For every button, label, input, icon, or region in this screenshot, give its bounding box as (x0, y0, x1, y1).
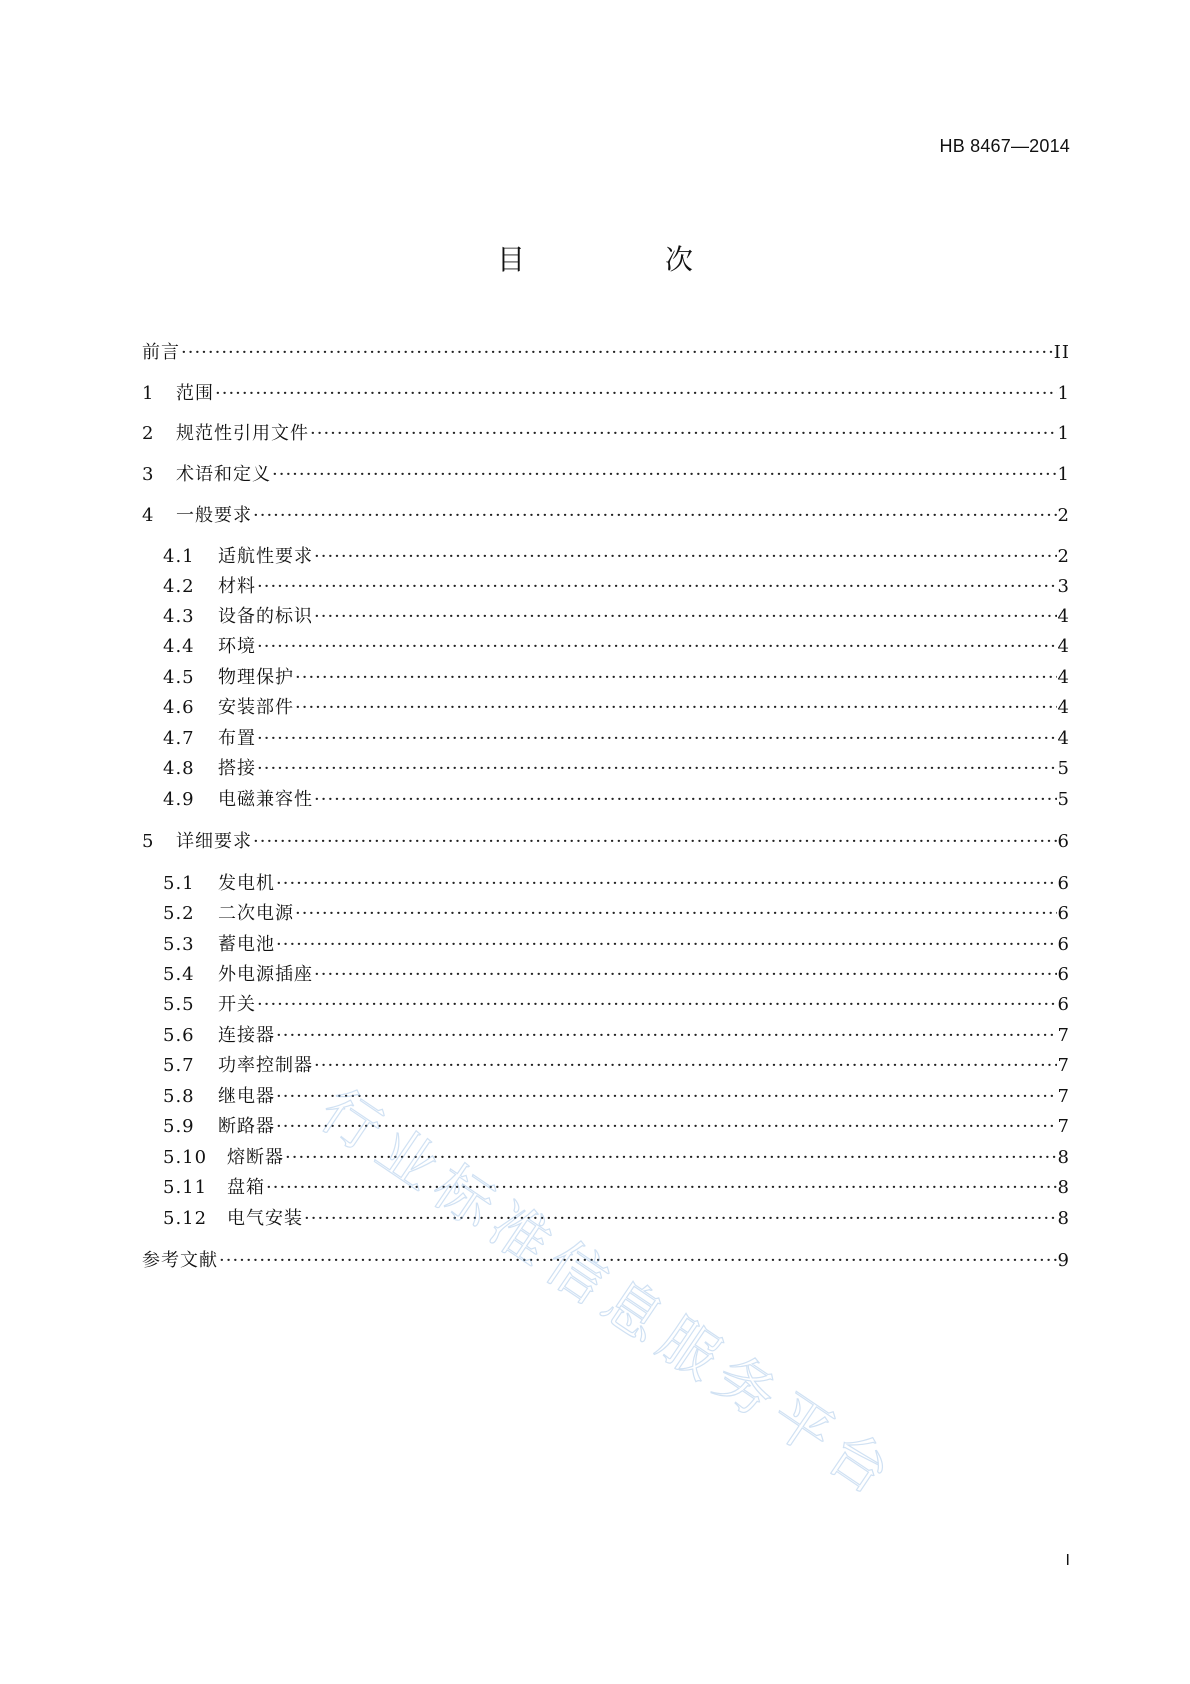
table-of-contents (142, 0, 1070, 1684)
toc-entry-5-1[interactable] (163, 870, 1070, 898)
toc-entry-number: 5.4 (163, 964, 195, 985)
toc-entry-number: 5.1 (163, 873, 195, 894)
toc-entry-page: 6 (1057, 964, 1070, 985)
toc-entry-label: 继电器 (218, 1086, 275, 1107)
toc-leader (276, 1022, 1057, 1050)
toc-entry-page: 1 (1057, 423, 1070, 444)
toc-entry-page: 6 (1057, 873, 1070, 894)
toc-entry-4-2[interactable] (163, 573, 1070, 601)
toc-entry-page: 8 (1057, 1208, 1070, 1229)
toc-entry-label: 一般要求 (176, 505, 252, 526)
toc-entry-references[interactable] (142, 1247, 1070, 1275)
toc-entry-label: 盘箱 (227, 1177, 265, 1198)
toc-entry-preface[interactable] (142, 339, 1070, 367)
toc-entry-page: 6 (1057, 831, 1070, 852)
toc-leader (219, 1247, 1057, 1275)
toc-entry-number: 5.3 (163, 934, 195, 955)
toc-entry-label: 设备的标识 (218, 606, 313, 627)
toc-leader (314, 603, 1057, 631)
toc-entry-number: 4.3 (163, 606, 195, 627)
toc-entry-number: 5.8 (163, 1086, 195, 1107)
toc-entry-5-12[interactable] (163, 1205, 1070, 1233)
toc-entry-number: 5.6 (163, 1025, 195, 1046)
toc-entry-page: 7 (1057, 1086, 1070, 1107)
toc-leader (276, 931, 1057, 959)
toc-leader (253, 828, 1057, 856)
toc-entry-5-10[interactable] (163, 1144, 1070, 1172)
toc-entry-page: 6 (1057, 934, 1070, 955)
toc-entry-number: 5.9 (163, 1116, 195, 1137)
toc-entry-number: 5.2 (163, 903, 195, 924)
toc-entry-page: 5 (1057, 789, 1070, 810)
toc-entry-number: 5.12 (163, 1208, 208, 1229)
toc-entry-4-3[interactable] (163, 603, 1070, 631)
toc-entry-number: 3 (142, 464, 154, 485)
toc-entry-5-9[interactable] (163, 1113, 1070, 1141)
toc-leader (276, 1083, 1057, 1111)
toc-leader (314, 786, 1057, 814)
toc-entry-4[interactable] (142, 502, 1070, 530)
toc-entry-page: 4 (1057, 636, 1070, 657)
toc-entry-page: 2 (1057, 546, 1070, 567)
toc-entry-label: 发电机 (218, 873, 275, 894)
toc-entry-page: 9 (1057, 1250, 1070, 1271)
toc-entry-label: 参考文献 (142, 1250, 218, 1271)
toc-entry-number: 5.10 (163, 1147, 208, 1168)
toc-entry-4-1[interactable] (163, 543, 1070, 571)
toc-entry-page: 2 (1057, 505, 1070, 526)
toc-entry-number: 4.8 (163, 758, 195, 779)
toc-leader (181, 339, 1053, 367)
toc-entry-page: 4 (1057, 728, 1070, 749)
toc-entry-4-6[interactable] (163, 694, 1070, 722)
toc-leader (295, 664, 1057, 692)
toc-entry-label: 开关 (218, 994, 256, 1015)
toc-entry-label: 蓄电池 (218, 934, 275, 955)
page-number: I (1065, 1552, 1070, 1569)
toc-leader (295, 694, 1057, 722)
toc-entry-5[interactable] (142, 828, 1070, 856)
toc-entry-5-6[interactable] (163, 1022, 1070, 1050)
toc-leader (257, 725, 1057, 753)
toc-entry-label: 规范性引用文件 (176, 423, 309, 444)
toc-entry-label: 前言 (142, 342, 180, 363)
toc-entry-label: 环境 (218, 636, 256, 657)
toc-leader (257, 573, 1057, 601)
toc-entry-number: 4.7 (163, 728, 195, 749)
toc-entry-1[interactable] (142, 380, 1070, 408)
toc-entry-page: 8 (1057, 1147, 1070, 1168)
toc-entry-page: 1 (1057, 383, 1070, 404)
toc-entry-number: 4 (142, 505, 154, 526)
toc-entry-5-5[interactable] (163, 991, 1070, 1019)
toc-entry-label: 电磁兼容性 (218, 789, 313, 810)
toc-entry-label: 详细要求 (176, 831, 252, 852)
toc-entry-label: 搭接 (218, 758, 256, 779)
document-code: HB 8467—2014 (939, 136, 1070, 156)
toc-entry-label: 二次电源 (218, 903, 294, 924)
toc-entry-number: 2 (142, 423, 154, 444)
toc-leader (276, 870, 1057, 898)
toc-entry-label: 材料 (218, 576, 256, 597)
toc-entry-5-8[interactable] (163, 1083, 1070, 1111)
toc-entry-5-7[interactable] (163, 1052, 1070, 1080)
toc-leader (295, 900, 1057, 928)
toc-entry-page: 4 (1057, 697, 1070, 718)
toc-entry-5-2[interactable] (163, 900, 1070, 928)
toc-leader (257, 633, 1057, 661)
toc-entry-2[interactable] (142, 420, 1070, 448)
toc-entry-label: 适航性要求 (218, 546, 313, 567)
toc-entry-label: 外电源插座 (218, 964, 313, 985)
toc-entry-number: 4.4 (163, 636, 195, 657)
toc-entry-4-7[interactable] (163, 725, 1070, 753)
toc-entry-number: 4.9 (163, 789, 195, 810)
toc-entry-page: 3 (1057, 576, 1070, 597)
toc-entry-page: 1 (1057, 464, 1070, 485)
toc-leader (310, 420, 1057, 448)
toc-entry-page: 6 (1057, 903, 1070, 924)
toc-leader (304, 1205, 1057, 1233)
toc-entry-page: 5 (1057, 758, 1070, 779)
toc-entry-page: 8 (1057, 1177, 1070, 1198)
toc-entry-number: 5 (142, 831, 154, 852)
toc-leader (314, 1052, 1057, 1080)
toc-entry-4-5[interactable] (163, 664, 1070, 692)
toc-leader (253, 502, 1057, 530)
toc-entry-number: 1 (142, 383, 154, 404)
toc-entry-5-11[interactable] (163, 1174, 1070, 1202)
toc-entry-page: 7 (1057, 1055, 1070, 1076)
toc-entry-number: 4.6 (163, 697, 195, 718)
toc-entry-label: 熔断器 (227, 1147, 284, 1168)
page-title: 目 次 (496, 243, 749, 276)
toc-entry-5-4[interactable] (163, 961, 1070, 989)
toc-entry-label: 电气安装 (227, 1208, 303, 1229)
toc-entry-label: 范围 (176, 383, 214, 404)
toc-entry-4-9[interactable] (163, 786, 1070, 814)
toc-leader (257, 991, 1057, 1019)
toc-entry-page: 7 (1057, 1116, 1070, 1137)
toc-entry-number: 5.5 (163, 994, 195, 1015)
toc-entry-4-4[interactable] (163, 633, 1070, 661)
toc-entry-4-8[interactable] (163, 755, 1070, 783)
toc-entry-page: 6 (1057, 994, 1070, 1015)
toc-entry-number: 4.5 (163, 667, 195, 688)
toc-entry-3[interactable] (142, 461, 1070, 489)
toc-entry-label: 布置 (218, 728, 256, 749)
toc-leader (272, 461, 1057, 489)
toc-entry-number: 4.2 (163, 576, 195, 597)
toc-entry-number: 5.11 (163, 1177, 208, 1198)
toc-entry-number: 5.7 (163, 1055, 195, 1076)
toc-entry-label: 功率控制器 (218, 1055, 313, 1076)
toc-entry-label: 连接器 (218, 1025, 275, 1046)
toc-entry-5-3[interactable] (163, 931, 1070, 959)
toc-entry-label: 安装部件 (218, 697, 294, 718)
toc-entry-label: 物理保护 (218, 667, 294, 688)
toc-entry-page: 4 (1057, 667, 1070, 688)
toc-entry-number: 4.1 (163, 546, 195, 567)
toc-entry-page: 4 (1057, 606, 1070, 627)
toc-entry-label: 断路器 (218, 1116, 275, 1137)
toc-leader (314, 543, 1057, 571)
watermark: 行业标准信息服务平台 (308, 1075, 910, 1513)
toc-entry-page: II (1053, 342, 1070, 363)
toc-leader (314, 961, 1057, 989)
toc-entry-label: 术语和定义 (176, 464, 271, 485)
toc-entry-page: 7 (1057, 1025, 1070, 1046)
toc-leader (266, 1174, 1057, 1202)
toc-leader (285, 1144, 1057, 1172)
toc-leader (257, 755, 1057, 783)
toc-leader (276, 1113, 1057, 1141)
toc-leader (215, 380, 1057, 408)
